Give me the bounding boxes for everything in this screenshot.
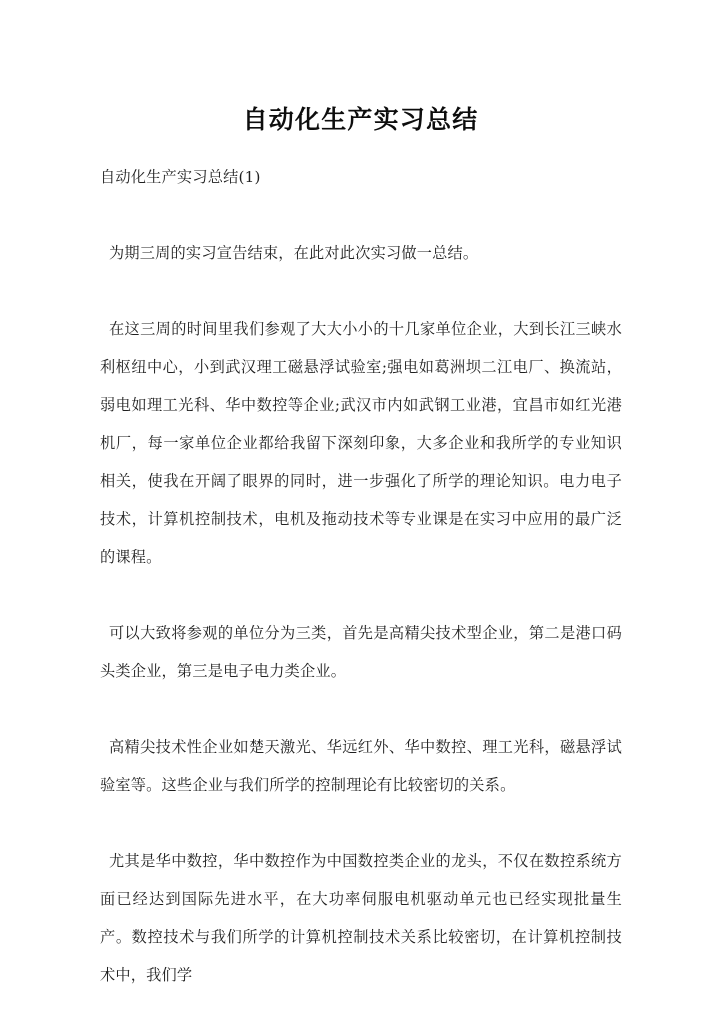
paragraph-2: 在这三周的时间里我们参观了大大小小的十几家单位企业，大到长江三峡水利枢纽中心，小到武汉理工磁悬浮试验室;强电如葛洲坝二江电厂、换流站，弱电如理工光科、华中数控等企业;武汉市内如武钢工业港，宜昌市如红光港机厂，每一家单位企业都给我留下深刻印象，大多企业和我所学的专业知识相关，使我在开阔了眼界的同时，进一步强化了所学的理论知识。电力电子技术，计算机控制技术，电机及拖动技术等专业课是在实习中应用的最广泛的课程。 <box>100 320 622 566</box>
document-body <box>100 158 622 994</box>
paragraph-5: 尤其是华中数控，华中数控作为中国数控类企业的龙头，不仅在数控系统方面已经达到国际先进水平，在大功率伺服电机驱动单元也已经实现批量生产。数控技术与我们所学的计算机控制技术关系比较密切，在计算机控制技术中，我们学 <box>100 852 622 984</box>
paragraph-1: 为期三周的实习宣告结束，在此对此次实习做一总结。 <box>109 244 479 262</box>
paragraph-4: 高精尖技术性企业如楚天激光、华远红外、华中数控、理工光科，磁悬浮试验室等。这些企业与我们所学的控制理论有比较密切的关系。 <box>100 738 622 794</box>
document-subtitle: 自动化生产实习总结(1) <box>100 168 261 186</box>
paragraph-3: 可以大致将参观的单位分为三类，首先是高精尖技术型企业，第二是港口码头类企业，第三是电子电力类企业。 <box>100 624 622 680</box>
page-title: 自动化生产实习总结 <box>242 104 479 134</box>
